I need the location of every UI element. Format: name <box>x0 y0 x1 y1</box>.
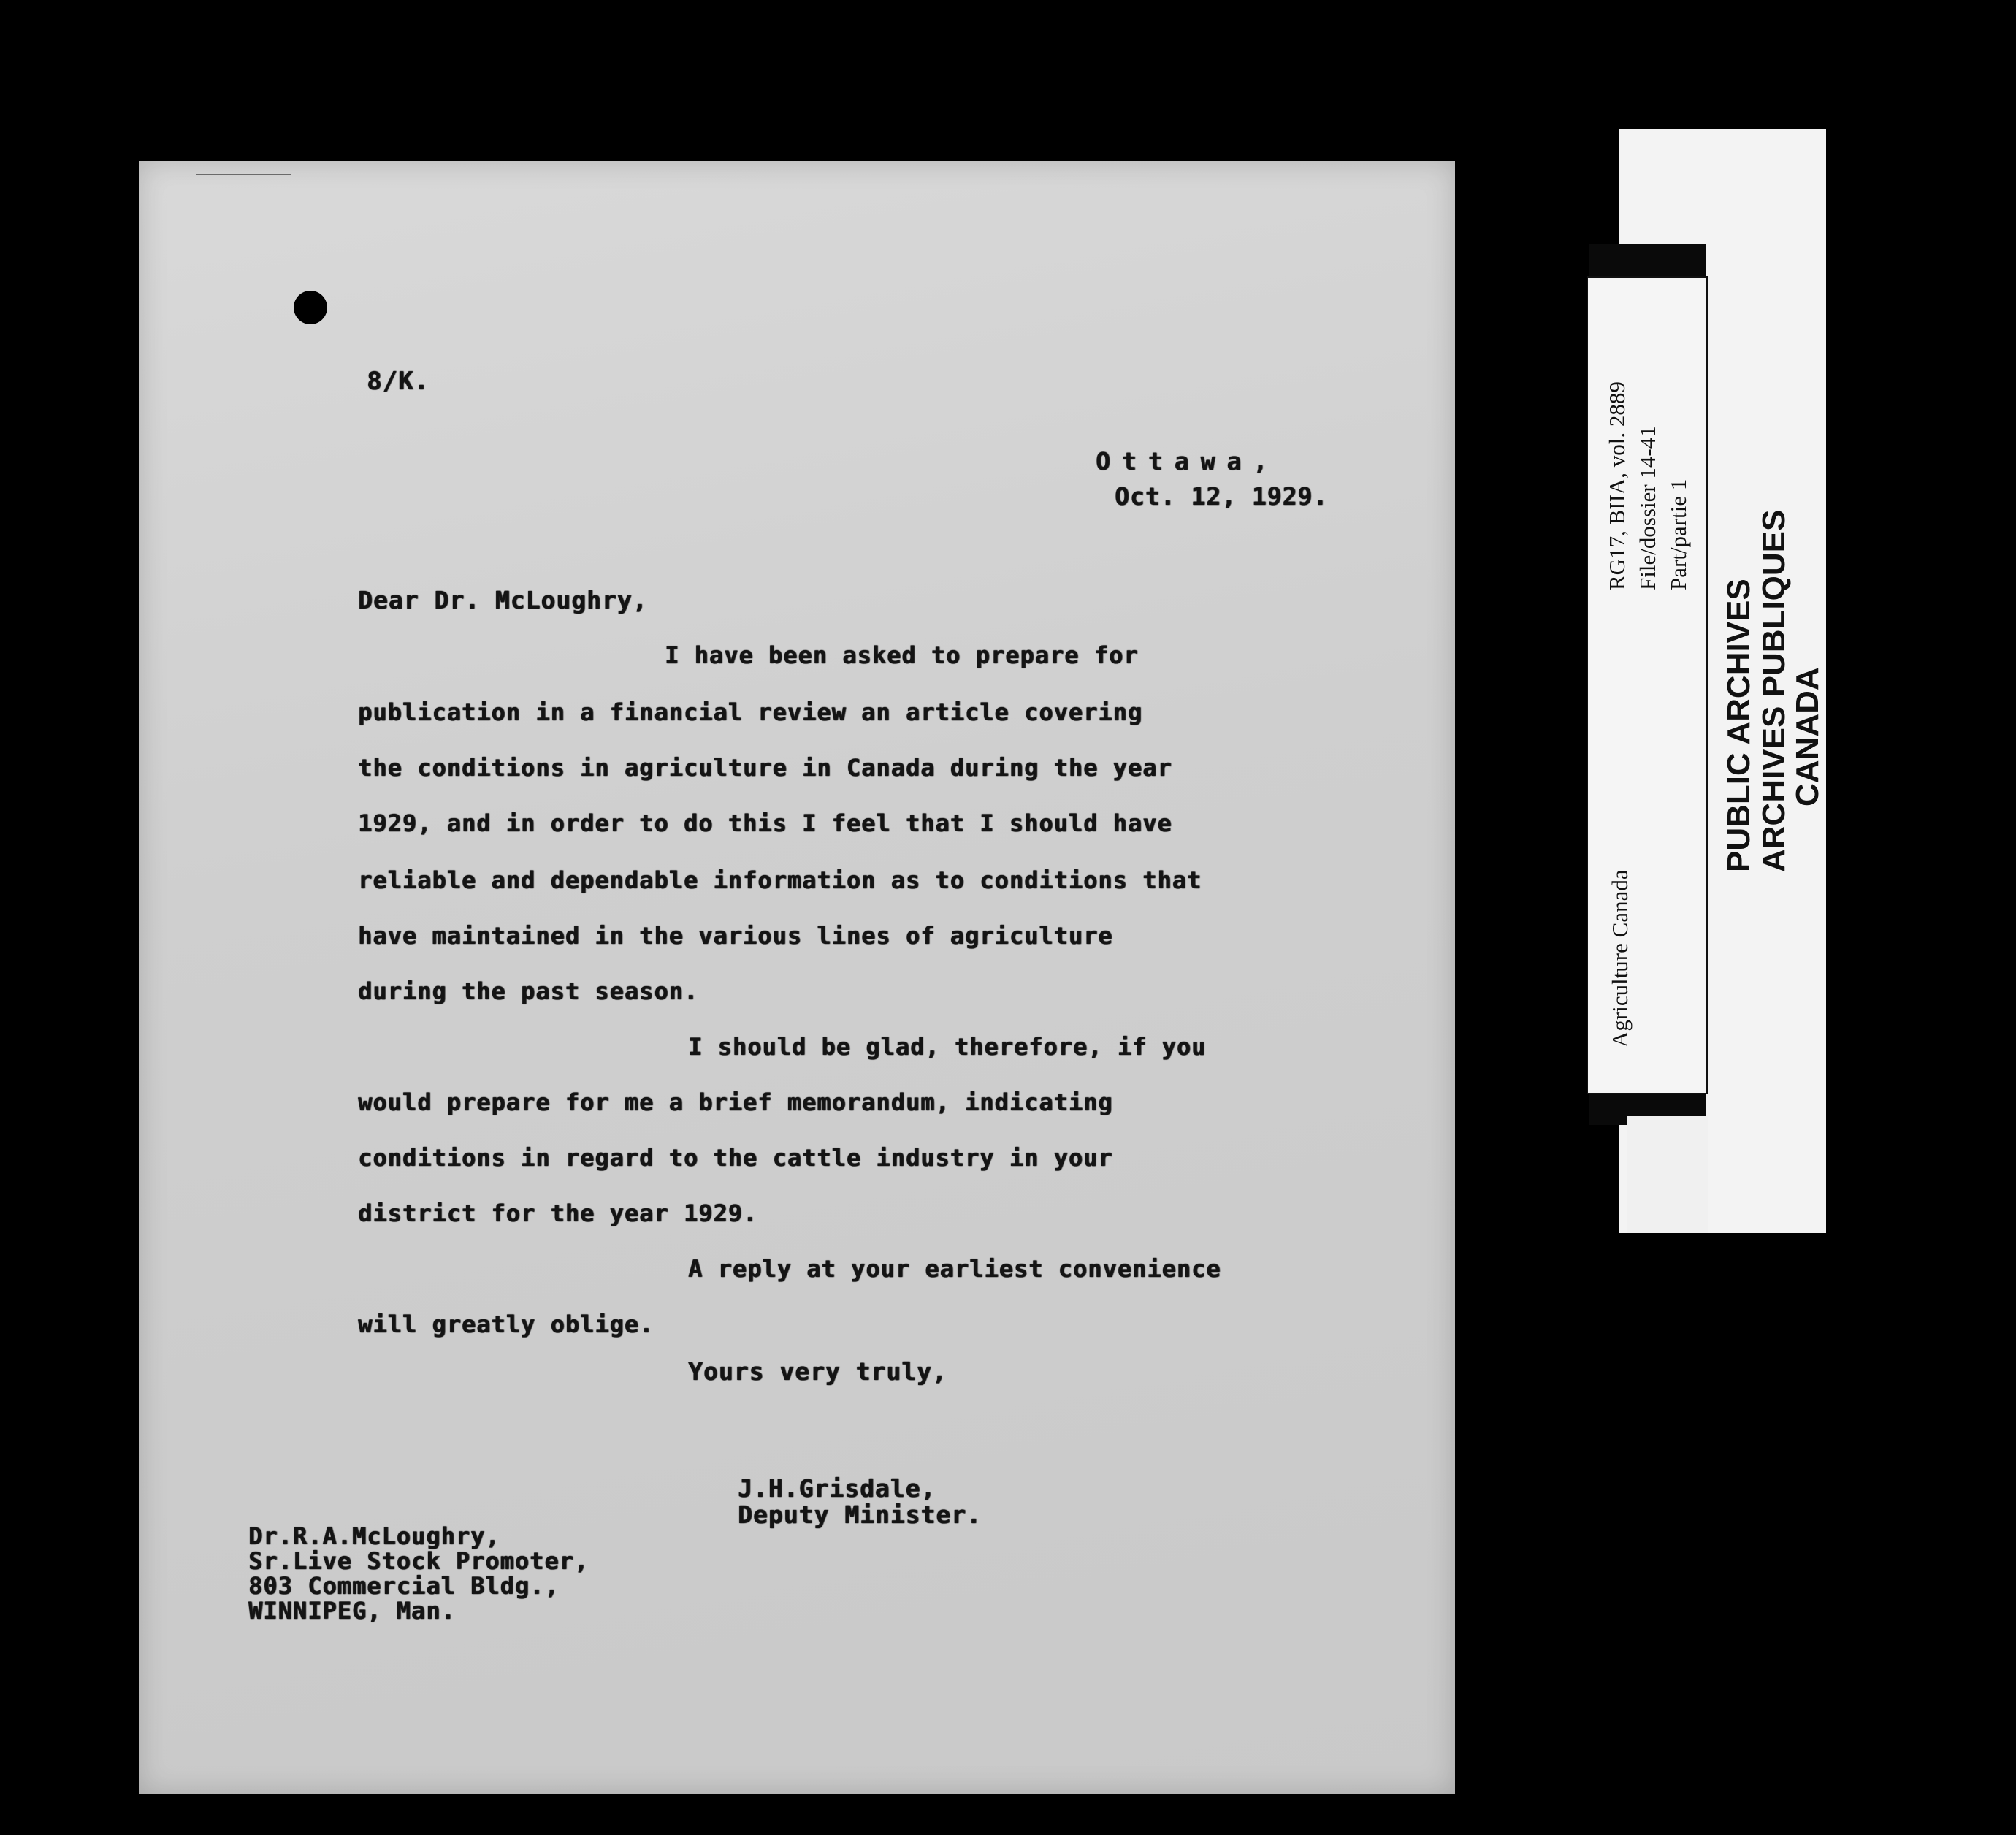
department-label: Agriculture Canada <box>1607 869 1633 1048</box>
punch-hole <box>294 291 327 324</box>
body-line: publication in a financial review an article covering <box>358 698 1143 726</box>
body-line: I should be glad, therefore, if you <box>688 1033 1207 1061</box>
letter-date: Oct. 12, 1929. <box>1115 482 1329 511</box>
signature-name: J.H.Grisdale, <box>738 1474 936 1503</box>
body-line: have maintained in the various lines of agriculture <box>358 922 1113 950</box>
archive-reference-line: Part/partie 1 <box>1665 478 1691 590</box>
address-line: WINNIPEG, Man. <box>248 1597 456 1625</box>
archive-name: ARCHIVES PUBLIQUES <box>1756 509 1792 872</box>
body-line: conditions in regard to the cattle industry in your <box>358 1144 1113 1172</box>
archive-reference-line: RG17, BIIA, vol. 2889 <box>1604 381 1630 590</box>
complimentary-close: Yours very truly, <box>688 1357 947 1386</box>
address-line: Sr.Live Stock Promoter, <box>248 1547 589 1575</box>
archive-card-tab <box>1627 1116 1708 1233</box>
salutation: Dear Dr. McLoughry, <box>358 586 648 614</box>
pencil-mark <box>196 174 291 175</box>
file-reference: 8/K. <box>367 367 429 396</box>
body-line: 1929, and in order to do this I feel that I should have <box>358 809 1172 837</box>
body-line: I have been asked to prepare for <box>665 641 1139 669</box>
body-line: during the past season. <box>358 977 699 1005</box>
archive-reference-line: File/dossier 14-41 <box>1635 426 1660 590</box>
address-line: Dr.R.A.McLoughry, <box>248 1522 500 1550</box>
body-line: A reply at your earliest convenience <box>688 1255 1221 1283</box>
body-line: the conditions in agriculture in Canada during the year <box>358 754 1172 782</box>
signature-title: Deputy Minister. <box>738 1500 982 1529</box>
body-line: will greatly oblige. <box>358 1311 654 1338</box>
body-line: district for the year 1929. <box>358 1199 758 1227</box>
body-line: would prepare for me a brief memorandum, indicating <box>358 1088 1113 1116</box>
letter-sheet <box>139 161 1455 1794</box>
address-line: 803 Commercial Bldg., <box>248 1572 560 1600</box>
body-line: reliable and dependable information as to conditions that <box>358 866 1202 894</box>
archive-country: CANADA <box>1790 667 1825 806</box>
archive-name: PUBLIC ARCHIVES <box>1721 579 1757 872</box>
letter-city: Ottawa, <box>1096 447 1280 476</box>
